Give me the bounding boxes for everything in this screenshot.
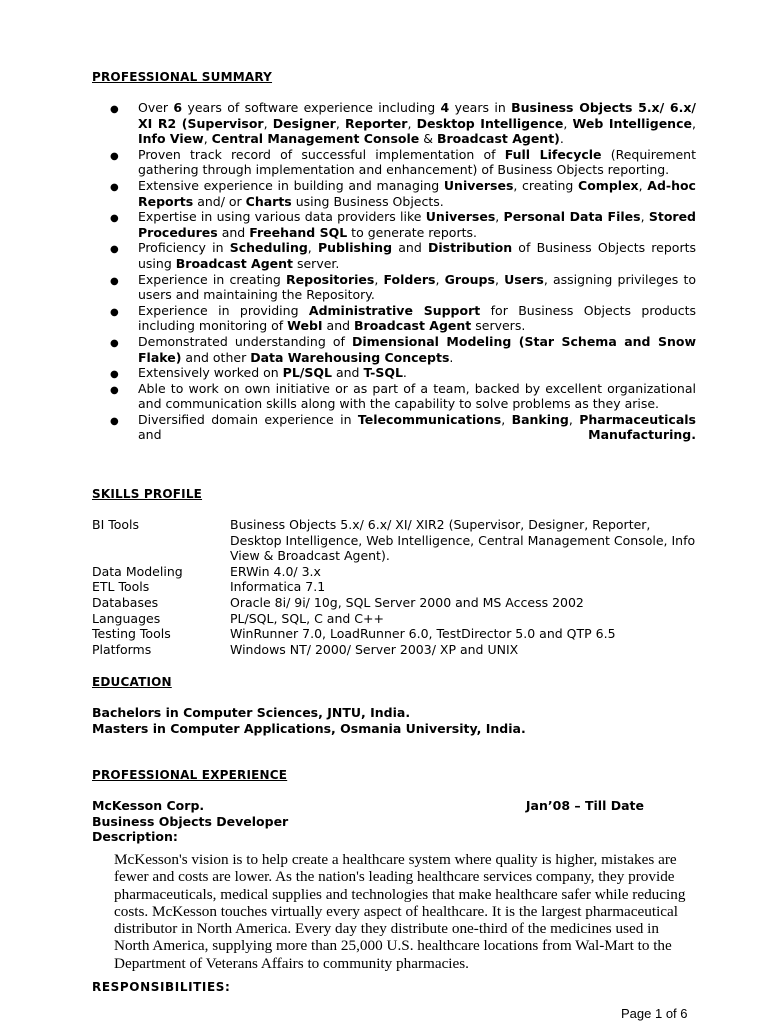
summary-bullet-list (110, 100, 696, 443)
skill-label: ETL Tools (92, 579, 150, 595)
skill-row (92, 579, 698, 595)
skill-label: Databases (92, 594, 159, 610)
education-heading: EDUCATION (92, 675, 172, 689)
skill-label: BI Tools (92, 517, 140, 532)
job-company-row (92, 798, 652, 814)
summary-bullet: ● Experience in creating Repositories, Folders, Groups, Users, assigning privileges to users and maintaining the Repository. (110, 272, 696, 303)
job-dates: Jan’08 – Till Date (525, 798, 644, 813)
professional-summary-heading: PROFESSIONAL SUMMARY (92, 70, 273, 84)
skill-value: PL/SQL, SQL, C and C++ (230, 610, 384, 626)
skill-label: Data Modeling (92, 563, 183, 579)
summary-bullet: ● Over 6 years of software experience including 4 years in Business Objects 5.x/ 6.x/ XI R2 (Supervisor, Designer, Reporter, Desktop Intelligence, Web Intelligence, Info View, Central Management Console & Broadcast Agent). (110, 100, 696, 147)
summary-bullet: ● Proficiency in Scheduling, Publishing and Distribution of Business Objects reports using Broadcast Agent server. (110, 240, 696, 271)
education-list (92, 705, 526, 736)
skill-value: Oracle 8i/ 9i/ 10g, SQL Server 2000 and MS Access 2002 (230, 594, 584, 610)
responsibilities-heading: RESPONSIBILITIES: (92, 980, 231, 994)
summary-bullet: ● Demonstrated understanding of Dimensional Modeling (Star Schema and Snow Flake) and other Data Warehousing Concepts. (110, 334, 696, 365)
summary-bullet: ● Experience in providing Administrative Support for Business Objects products including monitoring of WebI and Broadcast Agent servers. (110, 303, 696, 334)
skill-row (92, 626, 698, 642)
skill-label: Platforms (92, 641, 152, 657)
skill-row (92, 642, 698, 658)
skill-value: ERWin 4.0/ 3.x (230, 563, 321, 579)
education-line: Bachelors in Computer Sciences, JNTU, India. (92, 705, 411, 720)
job-header (92, 798, 652, 845)
summary-bullet: ● Proven track record of successful implementation of Full Lifecycle (Requirement gathering through implementation and enhancement) of Business Objects reporting. (110, 147, 696, 178)
skill-row (92, 564, 698, 580)
description-label: Description: (92, 829, 178, 845)
skills-table (92, 517, 698, 657)
company-name: McKesson Corp. (92, 798, 205, 813)
skill-row (92, 595, 698, 611)
summary-bullet: ● Extensively worked on PL/SQL and T-SQL. (110, 365, 696, 381)
job-role: Business Objects Developer (92, 813, 289, 829)
skill-value: Informatica 7.1 (230, 579, 326, 595)
skill-row (92, 611, 698, 627)
page-number: Page 1 of 6 (621, 1006, 688, 1021)
skills-profile-heading: SKILLS PROFILE (92, 487, 203, 501)
skill-row (92, 517, 698, 564)
skill-label: Languages (92, 610, 161, 626)
skill-value: Business Objects 5.x/ 6.x/ XI/ XIR2 (Supervisor, Designer, Reporter, Desktop Intelligence, Web Intelligence, Central Management Console, Info View & Broadcast Agent). (230, 517, 696, 564)
education-line: Masters in Computer Applications, Osmania University, India. (92, 720, 526, 736)
skill-label: Testing Tools (92, 626, 171, 642)
skill-value: Windows NT/ 2000/ Server 2003/ XP and UNIX (230, 641, 519, 657)
skill-value: WinRunner 7.0, LoadRunner 6.0, TestDirector 5.0 and QTP 6.5 (230, 626, 616, 642)
summary-bullet: ● Diversified domain experience in Telecommunications, Banking, Pharmaceuticals and Manufacturing. (110, 412, 696, 443)
summary-bullet: ● Expertise in using various data providers like Universes, Personal Data Files, Stored Procedures and Freehand SQL to generate reports. (110, 209, 696, 240)
summary-bullet: ● Extensive experience in building and managing Universes, creating Complex, Ad-hoc Reports and/ or Charts using Business Objects. (110, 178, 696, 209)
summary-bullet: ● Able to work on own initiative or as part of a team, backed by excellent organizational and communication skills along with the capability to solve problems as they arise. (110, 381, 696, 412)
job-description: McKesson's vision is to help create a healthcare system where quality is higher, mistakes are fewer and costs are lower. As the nation's leading healthcare services company, they provide pharmaceuticals, medical supplies and technologies that make healthcare safer while reducing costs. McKesson touches virtually every aspect of healthcare. It is the largest pharmaceutical distributor in North America. Every day they distribute one-third of the medicines used in North America, supplying more than 25,000 U.S. healthcare locations from Wal-Mart to the Department of Veterans Affairs to community pharmacies. (114, 851, 686, 972)
professional-experience-heading: PROFESSIONAL EXPERIENCE (92, 768, 288, 782)
